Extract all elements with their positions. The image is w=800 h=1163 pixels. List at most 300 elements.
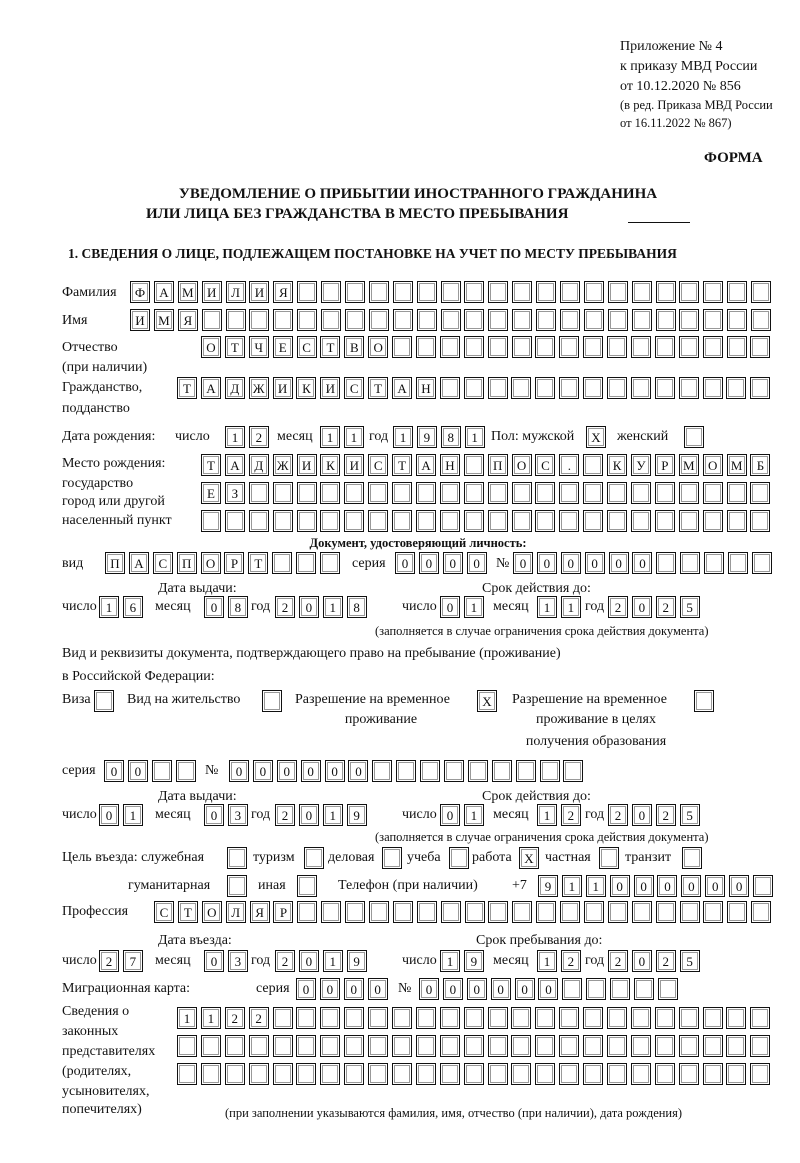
char-cell[interactable]: [631, 336, 651, 358]
char-cell[interactable]: 9: [464, 950, 484, 972]
char-cell[interactable]: [440, 482, 460, 504]
char-cell[interactable]: [488, 510, 508, 532]
char-cell[interactable]: 0: [301, 760, 321, 782]
char-cell[interactable]: 2: [225, 1007, 245, 1029]
char-cell[interactable]: [488, 377, 508, 399]
char-cell[interactable]: [488, 1063, 508, 1085]
char-cell[interactable]: [563, 760, 583, 782]
char-cell[interactable]: [634, 978, 654, 1000]
char-cell[interactable]: [177, 1063, 197, 1085]
char-cell[interactable]: [249, 482, 269, 504]
char-cell[interactable]: 1: [537, 950, 557, 972]
char-cell[interactable]: [607, 1035, 627, 1057]
char-cell[interactable]: [369, 901, 389, 923]
migration-series-field[interactable]: [296, 978, 388, 1000]
char-cell[interactable]: [559, 482, 579, 504]
char-cell[interactable]: [535, 1035, 555, 1057]
char-cell[interactable]: [416, 1007, 436, 1029]
char-cell[interactable]: С: [297, 336, 317, 358]
char-cell[interactable]: [368, 510, 388, 532]
char-cell[interactable]: 1: [344, 426, 364, 448]
char-cell[interactable]: [583, 482, 603, 504]
char-cell[interactable]: 0: [632, 552, 652, 574]
char-cell[interactable]: [392, 1063, 412, 1085]
char-cell[interactable]: 0: [299, 804, 319, 826]
char-cell[interactable]: [658, 978, 678, 1000]
char-cell[interactable]: [227, 875, 247, 897]
char-cell[interactable]: [249, 1035, 269, 1057]
char-cell[interactable]: [679, 1063, 699, 1085]
char-cell[interactable]: [512, 510, 532, 532]
char-cell[interactable]: 0: [585, 552, 605, 574]
char-cell[interactable]: [750, 1035, 770, 1057]
char-cell[interactable]: И: [249, 281, 269, 303]
representatives-row-1[interactable]: [177, 1007, 770, 1029]
patronymic-field[interactable]: [201, 336, 770, 358]
char-cell[interactable]: [273, 1035, 293, 1057]
char-cell[interactable]: [177, 1035, 197, 1057]
char-cell[interactable]: [703, 1063, 723, 1085]
char-cell[interactable]: [441, 901, 461, 923]
char-cell[interactable]: 0: [299, 596, 319, 618]
char-cell[interactable]: Ж: [273, 454, 293, 476]
res-issue-year-field[interactable]: [275, 804, 367, 826]
char-cell[interactable]: 1: [465, 426, 485, 448]
char-cell[interactable]: [753, 875, 773, 897]
char-cell[interactable]: [559, 336, 579, 358]
birth-year-field[interactable]: [393, 426, 485, 448]
char-cell[interactable]: [273, 1007, 293, 1029]
char-cell[interactable]: [511, 1035, 531, 1057]
char-cell[interactable]: [583, 454, 603, 476]
char-cell[interactable]: [703, 336, 723, 358]
char-cell[interactable]: 0: [419, 552, 439, 574]
char-cell[interactable]: 0: [609, 552, 629, 574]
char-cell[interactable]: 0: [561, 552, 581, 574]
char-cell[interactable]: О: [703, 454, 723, 476]
char-cell[interactable]: [417, 281, 437, 303]
citizenship-field[interactable]: [177, 377, 770, 399]
char-cell[interactable]: 0: [99, 804, 119, 826]
char-cell[interactable]: И: [130, 309, 150, 331]
char-cell[interactable]: [440, 1035, 460, 1057]
char-cell[interactable]: [201, 510, 221, 532]
char-cell[interactable]: [726, 1063, 746, 1085]
char-cell[interactable]: Р: [655, 454, 675, 476]
char-cell[interactable]: Б: [750, 454, 770, 476]
char-cell[interactable]: Ч: [249, 336, 269, 358]
char-cell[interactable]: [656, 309, 676, 331]
char-cell[interactable]: [297, 309, 317, 331]
char-cell[interactable]: [94, 690, 114, 712]
char-cell[interactable]: 2: [608, 804, 628, 826]
char-cell[interactable]: 8: [441, 426, 461, 448]
char-cell[interactable]: 0: [443, 552, 463, 574]
char-cell[interactable]: 0: [299, 950, 319, 972]
char-cell[interactable]: [297, 510, 317, 532]
char-cell[interactable]: [464, 309, 484, 331]
char-cell[interactable]: [393, 901, 413, 923]
char-cell[interactable]: [727, 482, 747, 504]
char-cell[interactable]: [583, 336, 603, 358]
char-cell[interactable]: 1: [201, 1007, 221, 1029]
char-cell[interactable]: 0: [681, 875, 701, 897]
visa-checkbox[interactable]: [94, 690, 114, 712]
name-field[interactable]: [130, 309, 771, 331]
char-cell[interactable]: [441, 281, 461, 303]
char-cell[interactable]: [227, 847, 247, 869]
char-cell[interactable]: [202, 309, 222, 331]
char-cell[interactable]: А: [416, 454, 436, 476]
char-cell[interactable]: [152, 760, 172, 782]
char-cell[interactable]: Е: [201, 482, 221, 504]
char-cell[interactable]: 1: [464, 596, 484, 618]
char-cell[interactable]: [225, 1063, 245, 1085]
char-cell[interactable]: 0: [348, 760, 368, 782]
char-cell[interactable]: [297, 875, 317, 897]
char-cell[interactable]: [449, 847, 469, 869]
char-cell[interactable]: 2: [249, 1007, 269, 1029]
char-cell[interactable]: О: [512, 454, 532, 476]
char-cell[interactable]: Ж: [249, 377, 269, 399]
char-cell[interactable]: .: [559, 454, 579, 476]
char-cell[interactable]: А: [392, 377, 412, 399]
char-cell[interactable]: [750, 1007, 770, 1029]
char-cell[interactable]: М: [727, 454, 747, 476]
char-cell[interactable]: [751, 901, 771, 923]
char-cell[interactable]: 1: [464, 804, 484, 826]
char-cell[interactable]: 1: [537, 596, 557, 618]
issue-year-field[interactable]: [275, 596, 367, 618]
char-cell[interactable]: [444, 760, 464, 782]
char-cell[interactable]: [488, 1007, 508, 1029]
char-cell[interactable]: 0: [657, 875, 677, 897]
char-cell[interactable]: [249, 1063, 269, 1085]
char-cell[interactable]: [344, 1063, 364, 1085]
char-cell[interactable]: [511, 1007, 531, 1029]
char-cell[interactable]: 0: [419, 978, 439, 1000]
char-cell[interactable]: [416, 1035, 436, 1057]
char-cell[interactable]: [321, 309, 341, 331]
char-cell[interactable]: 2: [275, 804, 295, 826]
char-cell[interactable]: А: [225, 454, 245, 476]
char-cell[interactable]: [583, 1063, 603, 1085]
char-cell[interactable]: [608, 281, 628, 303]
char-cell[interactable]: [273, 510, 293, 532]
char-cell[interactable]: 0: [513, 552, 533, 574]
char-cell[interactable]: [680, 552, 700, 574]
char-cell[interactable]: [631, 377, 651, 399]
char-cell[interactable]: 0: [632, 596, 652, 618]
char-cell[interactable]: 1: [440, 950, 460, 972]
char-cell[interactable]: [320, 552, 340, 574]
char-cell[interactable]: Р: [224, 552, 244, 574]
valid-month-field[interactable]: [537, 596, 581, 618]
char-cell[interactable]: [416, 510, 436, 532]
char-cell[interactable]: 0: [204, 596, 224, 618]
char-cell[interactable]: 2: [275, 596, 295, 618]
stay-month-field[interactable]: [537, 950, 581, 972]
char-cell[interactable]: [583, 377, 603, 399]
char-cell[interactable]: [464, 336, 484, 358]
char-cell[interactable]: Т: [320, 336, 340, 358]
char-cell[interactable]: [559, 1035, 579, 1057]
res-issue-day-field[interactable]: [99, 804, 143, 826]
char-cell[interactable]: С: [535, 454, 555, 476]
char-cell[interactable]: [368, 1035, 388, 1057]
char-cell[interactable]: [488, 309, 508, 331]
char-cell[interactable]: 9: [538, 875, 558, 897]
char-cell[interactable]: [680, 901, 700, 923]
char-cell[interactable]: [320, 510, 340, 532]
char-cell[interactable]: [535, 482, 555, 504]
char-cell[interactable]: [727, 309, 747, 331]
char-cell[interactable]: 0: [395, 552, 415, 574]
char-cell[interactable]: [464, 1035, 484, 1057]
char-cell[interactable]: [750, 482, 770, 504]
char-cell[interactable]: [396, 760, 416, 782]
char-cell[interactable]: [369, 309, 389, 331]
char-cell[interactable]: П: [105, 552, 125, 574]
char-cell[interactable]: 6: [123, 596, 143, 618]
char-cell[interactable]: П: [488, 454, 508, 476]
char-cell[interactable]: [512, 309, 532, 331]
char-cell[interactable]: [320, 1007, 340, 1029]
char-cell[interactable]: 5: [680, 804, 700, 826]
sex-male-checkbox[interactable]: [586, 426, 606, 448]
char-cell[interactable]: [535, 510, 555, 532]
char-cell[interactable]: [610, 978, 630, 1000]
profession-field[interactable]: [154, 901, 771, 923]
char-cell[interactable]: Я: [250, 901, 270, 923]
char-cell[interactable]: [583, 1007, 603, 1029]
char-cell[interactable]: [655, 336, 675, 358]
char-cell[interactable]: [512, 482, 532, 504]
valid-day-field[interactable]: [440, 596, 484, 618]
char-cell[interactable]: [703, 377, 723, 399]
char-cell[interactable]: [560, 281, 580, 303]
char-cell[interactable]: [382, 847, 402, 869]
char-cell[interactable]: 0: [204, 804, 224, 826]
char-cell[interactable]: [655, 482, 675, 504]
char-cell[interactable]: 0: [368, 978, 388, 1000]
char-cell[interactable]: [655, 510, 675, 532]
char-cell[interactable]: [559, 1063, 579, 1085]
char-cell[interactable]: Н: [416, 377, 436, 399]
char-cell[interactable]: 2: [656, 950, 676, 972]
char-cell[interactable]: [392, 336, 412, 358]
char-cell[interactable]: [393, 309, 413, 331]
char-cell[interactable]: [608, 309, 628, 331]
char-cell[interactable]: [726, 1035, 746, 1057]
char-cell[interactable]: [679, 1007, 699, 1029]
char-cell[interactable]: [440, 336, 460, 358]
char-cell[interactable]: Я: [178, 309, 198, 331]
char-cell[interactable]: [368, 1007, 388, 1029]
char-cell[interactable]: [750, 1063, 770, 1085]
char-cell[interactable]: М: [178, 281, 198, 303]
char-cell[interactable]: С: [344, 377, 364, 399]
char-cell[interactable]: О: [202, 901, 222, 923]
char-cell[interactable]: [226, 309, 246, 331]
char-cell[interactable]: [272, 552, 292, 574]
char-cell[interactable]: [345, 309, 365, 331]
char-cell[interactable]: [273, 1063, 293, 1085]
char-cell[interactable]: [703, 309, 723, 331]
char-cell[interactable]: Р: [273, 901, 293, 923]
char-cell[interactable]: 1: [586, 875, 606, 897]
char-cell[interactable]: [440, 1007, 460, 1029]
char-cell[interactable]: [679, 510, 699, 532]
char-cell[interactable]: 1: [393, 426, 413, 448]
char-cell[interactable]: [368, 1063, 388, 1085]
char-cell[interactable]: 0: [538, 978, 558, 1000]
char-cell[interactable]: [631, 482, 651, 504]
char-cell[interactable]: [584, 901, 604, 923]
char-cell[interactable]: Д: [249, 454, 269, 476]
char-cell[interactable]: [344, 1035, 364, 1057]
char-cell[interactable]: [201, 1063, 221, 1085]
char-cell[interactable]: [684, 426, 704, 448]
char-cell[interactable]: О: [201, 552, 221, 574]
char-cell[interactable]: [752, 552, 772, 574]
char-cell[interactable]: 1: [177, 1007, 197, 1029]
char-cell[interactable]: 0: [632, 804, 652, 826]
char-cell[interactable]: 1: [99, 596, 119, 618]
char-cell[interactable]: [320, 1063, 340, 1085]
char-cell[interactable]: X: [586, 426, 606, 448]
char-cell[interactable]: [584, 281, 604, 303]
char-cell[interactable]: [297, 482, 317, 504]
char-cell[interactable]: 5: [680, 596, 700, 618]
char-cell[interactable]: 0: [104, 760, 124, 782]
char-cell[interactable]: 1: [323, 950, 343, 972]
char-cell[interactable]: И: [202, 281, 222, 303]
char-cell[interactable]: [488, 336, 508, 358]
char-cell[interactable]: [751, 309, 771, 331]
migration-number-field[interactable]: [419, 978, 678, 1000]
birthplace-row-3[interactable]: [201, 510, 770, 532]
char-cell[interactable]: [296, 1007, 316, 1029]
char-cell[interactable]: [345, 901, 365, 923]
char-cell[interactable]: 1: [561, 596, 581, 618]
char-cell[interactable]: 5: [680, 950, 700, 972]
char-cell[interactable]: [694, 690, 714, 712]
char-cell[interactable]: [750, 510, 770, 532]
char-cell[interactable]: [273, 309, 293, 331]
char-cell[interactable]: Т: [392, 454, 412, 476]
char-cell[interactable]: К: [320, 454, 340, 476]
temp-permit-checkbox[interactable]: [477, 690, 497, 712]
char-cell[interactable]: [296, 552, 316, 574]
char-cell[interactable]: [679, 1035, 699, 1057]
char-cell[interactable]: 0: [729, 875, 749, 897]
char-cell[interactable]: [440, 377, 460, 399]
char-cell[interactable]: [631, 1035, 651, 1057]
char-cell[interactable]: [344, 1007, 364, 1029]
char-cell[interactable]: [632, 281, 652, 303]
char-cell[interactable]: [344, 510, 364, 532]
char-cell[interactable]: X: [519, 847, 539, 869]
char-cell[interactable]: [369, 281, 389, 303]
char-cell[interactable]: К: [607, 454, 627, 476]
char-cell[interactable]: [655, 1063, 675, 1085]
char-cell[interactable]: 0: [491, 978, 511, 1000]
edu-permit-checkbox[interactable]: [694, 690, 714, 712]
char-cell[interactable]: 0: [440, 804, 460, 826]
char-cell[interactable]: Л: [226, 901, 246, 923]
char-cell[interactable]: Ф: [130, 281, 150, 303]
char-cell[interactable]: 0: [440, 596, 460, 618]
char-cell[interactable]: [488, 482, 508, 504]
char-cell[interactable]: [416, 336, 436, 358]
char-cell[interactable]: [420, 760, 440, 782]
char-cell[interactable]: [416, 482, 436, 504]
char-cell[interactable]: [679, 309, 699, 331]
char-cell[interactable]: [751, 281, 771, 303]
char-cell[interactable]: 9: [347, 804, 367, 826]
char-cell[interactable]: [464, 1007, 484, 1029]
char-cell[interactable]: [321, 281, 341, 303]
char-cell[interactable]: [607, 377, 627, 399]
char-cell[interactable]: [249, 309, 269, 331]
char-cell[interactable]: [559, 1007, 579, 1029]
char-cell[interactable]: [655, 1035, 675, 1057]
char-cell[interactable]: И: [344, 454, 364, 476]
char-cell[interactable]: 0: [467, 978, 487, 1000]
char-cell[interactable]: [297, 281, 317, 303]
char-cell[interactable]: [468, 760, 488, 782]
char-cell[interactable]: М: [679, 454, 699, 476]
char-cell[interactable]: [488, 1035, 508, 1057]
char-cell[interactable]: 0: [515, 978, 535, 1000]
char-cell[interactable]: 2: [561, 804, 581, 826]
char-cell[interactable]: [728, 552, 748, 574]
char-cell[interactable]: 0: [705, 875, 725, 897]
purpose-humanitarian-checkbox[interactable]: [227, 875, 247, 897]
char-cell[interactable]: [632, 901, 652, 923]
purpose-business-checkbox[interactable]: [382, 847, 402, 869]
char-cell[interactable]: [392, 1035, 412, 1057]
purpose-official-checkbox[interactable]: [227, 847, 247, 869]
char-cell[interactable]: [344, 482, 364, 504]
char-cell[interactable]: 2: [99, 950, 119, 972]
char-cell[interactable]: [440, 1063, 460, 1085]
purpose-transit-checkbox[interactable]: [682, 847, 702, 869]
char-cell[interactable]: [679, 377, 699, 399]
char-cell[interactable]: [607, 1063, 627, 1085]
char-cell[interactable]: [176, 760, 196, 782]
purpose-other-checkbox[interactable]: [297, 875, 317, 897]
char-cell[interactable]: X: [477, 690, 497, 712]
char-cell[interactable]: [201, 1035, 221, 1057]
sex-female-checkbox[interactable]: [684, 426, 704, 448]
surname-field[interactable]: [130, 281, 771, 303]
char-cell[interactable]: [492, 760, 512, 782]
char-cell[interactable]: Я: [273, 281, 293, 303]
entry-month-field[interactable]: [204, 950, 248, 972]
char-cell[interactable]: 1: [225, 426, 245, 448]
doc-kind-field[interactable]: [105, 552, 340, 574]
char-cell[interactable]: [540, 760, 560, 782]
res-valid-year-field[interactable]: [608, 804, 700, 826]
res-issue-month-field[interactable]: [204, 804, 248, 826]
char-cell[interactable]: [584, 309, 604, 331]
char-cell[interactable]: [516, 760, 536, 782]
char-cell[interactable]: А: [129, 552, 149, 574]
char-cell[interactable]: [536, 901, 556, 923]
char-cell[interactable]: [488, 901, 508, 923]
